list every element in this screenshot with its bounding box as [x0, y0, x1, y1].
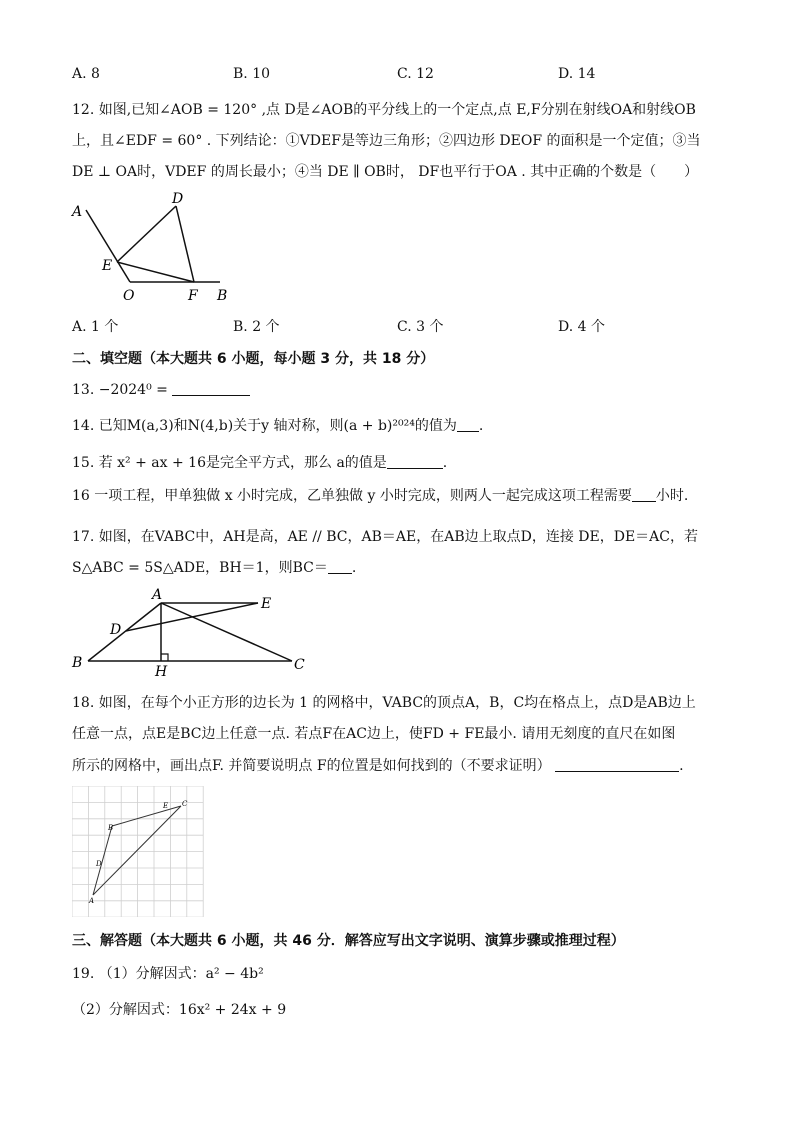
label-c: C — [294, 657, 305, 673]
q13-text: 13. −2024⁰ = — [72, 382, 168, 398]
q19-part-1: 19. （1）分解因式：a² − 4b² — [72, 966, 264, 982]
q18-line-1: 18. 如图，在每个小正方形的边长为 1 的网格中，VABC的顶点A，B，C均在格点上，点D是AB边上 — [72, 695, 696, 711]
segment-ab — [88, 603, 161, 661]
q13 — [72, 381, 250, 398]
segment-de — [126, 603, 258, 631]
label-a: A — [89, 897, 95, 905]
label-d: D — [110, 622, 122, 638]
q18-grid-figure — [72, 786, 204, 917]
q12-line-2: 上，且∠EDF = 60° . 下列结论：①VDEF是等边三角形；②四边形 DEOF 的面积是一个定值；③当 — [72, 133, 701, 149]
q18-tail: . — [679, 758, 684, 774]
q16 — [72, 485, 688, 505]
q12-line-1: 12. 如图,已知∠AOB = 120° ,点 D是∠AOB的平分线上的一个定点,点 E,F分别在射线OA和射线OB — [72, 102, 696, 118]
label-d: D — [96, 860, 102, 868]
q11-option-b: B. 10 — [233, 66, 271, 82]
q16-tail: 小时. — [655, 488, 689, 504]
label-b: B — [108, 824, 114, 832]
q14-text: 14. 已知M(a,3)和N(4,b)关于y 轴对称，则(a + b)²⁰²⁴的值为 — [72, 418, 457, 434]
label-h: H — [155, 664, 168, 677]
q14-answer-blank — [457, 417, 479, 432]
label-d: D — [172, 191, 184, 207]
label-b: B — [217, 288, 228, 304]
q12-figure — [68, 188, 248, 308]
label-a: A — [72, 204, 83, 220]
q18-line-3 — [72, 755, 684, 775]
q17-tail: . — [351, 560, 357, 576]
q17-line-2 — [72, 557, 356, 577]
segment-df — [176, 206, 194, 282]
q11-option-a: A. 8 — [72, 66, 100, 82]
q16-answer-blank — [632, 487, 656, 502]
q17-figure — [68, 585, 318, 677]
q12-option-d: D. 4 个 — [558, 319, 605, 335]
segment-ac — [161, 603, 292, 661]
q17-answer-blank — [328, 559, 352, 574]
q11-option-c: C. 12 — [397, 66, 434, 82]
segment-ac — [93, 806, 181, 895]
label-f: F — [188, 288, 198, 304]
q13-answer-blank — [172, 381, 250, 396]
q19-part-2: （2）分解因式：16x² + 24x + 9 — [72, 1002, 287, 1018]
q16-text: 16 一项工程，甲单独做 x 小时完成，乙单独做 y 小时完成，则两人一起完成这项工程需要 — [72, 488, 632, 504]
q18-line-3-text: 所示的网格中，画出点F. 并简要说明点 F的位置是如何找到的（不要求证明） — [72, 758, 551, 774]
q11-option-d: D. 14 — [558, 66, 596, 82]
q18-answer-blank — [555, 757, 679, 772]
label-e: E — [261, 596, 272, 612]
section-3-heading: 三、解答题（本大题共 6 小题，共 46 分．解答应写出文字说明、演算步骤或推理过程） — [72, 933, 625, 949]
label-c: C — [182, 800, 188, 808]
q12-line-3: DE ⊥ OA时，VDEF 的周长最小；④当 DE ∥ OB时， DF也平行于OA . 其中正确的个数是（ ） — [72, 164, 699, 180]
q12-option-a: A. 1 个 — [72, 319, 119, 335]
q14-tail: . — [478, 418, 484, 434]
q12-option-b: B. 2 个 — [233, 319, 280, 335]
q18-line-2: 任意一点，点E是BC边上任意一点. 若点F在AC边上，使FD + FE最小. 请用无刻度的直尺在如图 — [72, 726, 676, 742]
q17-line-1: 17. 如图，在VABC中，AH是高，AE // BC，AB＝AE，在AB边上取点D，连接 DE，DE＝AC，若 — [72, 529, 698, 545]
q14 — [72, 415, 483, 435]
q15-tail: . — [442, 455, 448, 471]
label-e: E — [102, 258, 113, 274]
label-e: E — [163, 802, 169, 810]
right-angle-mark — [161, 654, 168, 661]
q12-option-c: C. 3 个 — [397, 319, 444, 335]
label-a: A — [152, 587, 163, 603]
section-2-heading: 二、填空题（本大题共 6 小题，每小题 3 分，共 18 分） — [72, 351, 435, 367]
label-o: O — [123, 288, 135, 304]
q15 — [72, 452, 447, 472]
q17-line-2-text: S△ABC = 5S△ADE，BH＝1，则BC＝ — [72, 560, 328, 576]
q15-answer-blank — [387, 454, 443, 469]
segment-ed — [117, 206, 176, 262]
label-b: B — [72, 655, 83, 671]
q15-text: 15. 若 x² + ax + 16是完全平方式，那么 a的值是 — [72, 455, 387, 471]
